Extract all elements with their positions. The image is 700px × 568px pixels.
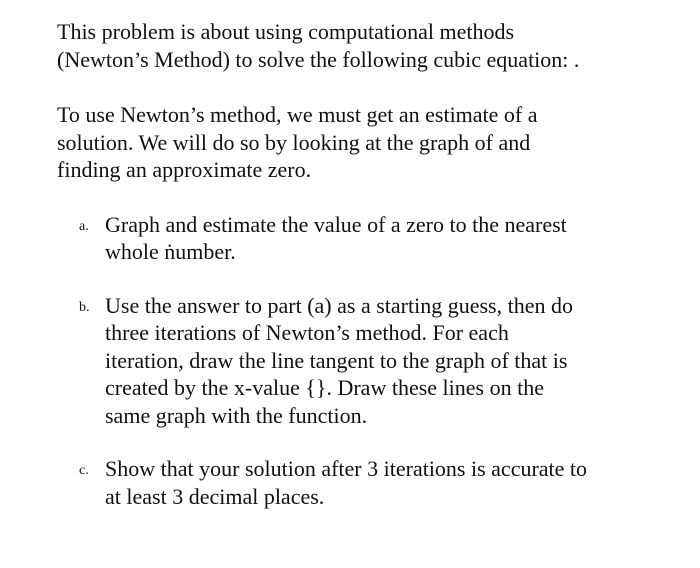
- intro-line: (Newton’s Method) to solve the following cubic equation: .: [57, 46, 580, 72]
- part-b-line: iteration, draw the line tangent to the graph of that is: [105, 347, 568, 373]
- newton-line: finding an approximate zero.: [57, 157, 312, 182]
- part-c-item: [57, 455, 677, 510]
- part-b-line: same graph with the function.: [105, 402, 368, 428]
- part-c-line: Show that your solution after 3 iterations is accurate to: [105, 456, 588, 481]
- parts-list: [57, 211, 677, 511]
- newton-line: solution. We will do so by looking at the graph of and: [57, 129, 531, 155]
- intro-line: This problem is about using computational methods: [57, 19, 515, 44]
- part-b-marker: b.: [79, 299, 90, 315]
- part-b-item: [57, 292, 677, 430]
- part-b-line: three iterations of Newton’s method. For each: [105, 320, 509, 345]
- part-a-line: Graph and estimate the value of a zero to the nearest: [105, 211, 567, 237]
- part-c-marker: c.: [79, 463, 89, 478]
- part-a-marker: a.: [79, 218, 89, 234]
- part-c-line: at least 3 decimal places.: [105, 483, 325, 509]
- part-b-line: created by the x-value {}. Draw these lines on the: [105, 375, 544, 400]
- newton-line: To use Newton’s method, we must get an estimate of a: [57, 102, 538, 127]
- problem-document: [57, 18, 677, 510]
- part-a-item: [57, 211, 677, 266]
- part-a-line: whole ṅumber.: [105, 239, 236, 264]
- part-b-line: Use the answer to part (a) as a starting guess, then do: [105, 292, 573, 318]
- intro-paragraph: [57, 18, 677, 73]
- newton-paragraph: [57, 101, 677, 184]
